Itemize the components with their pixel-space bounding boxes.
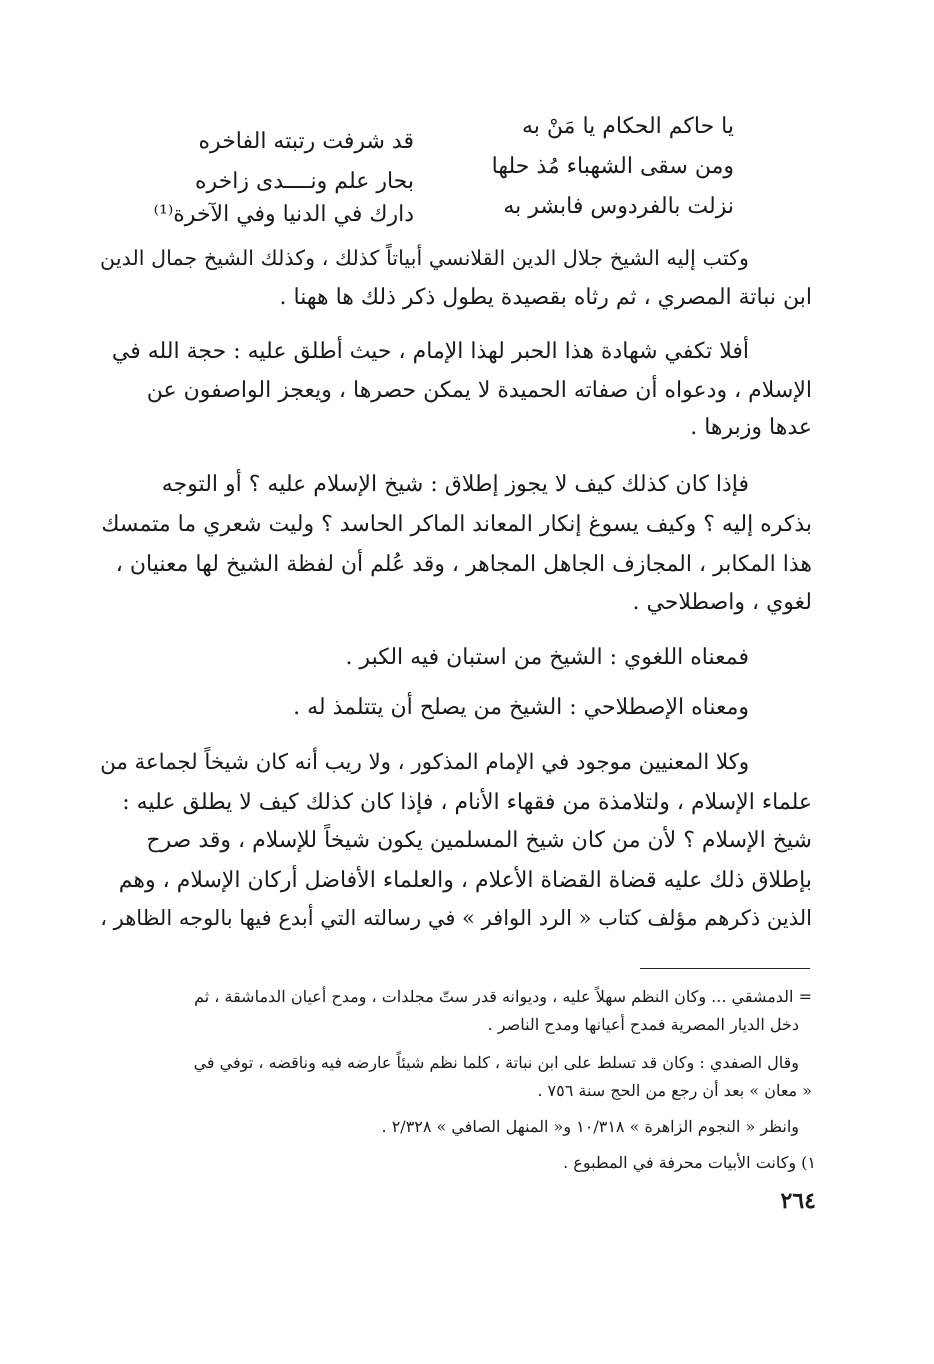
paragraph-6-line-2: علماء الإسلام ، ولتلامذة من فقهاء الأنام ، فإذا كان كذلك كيف لا يطلق عليه : xyxy=(122,790,812,815)
paragraph-5-line-1: ومعناه الإصطلاحي : الشيخ من يصلح أن يتتلمذ له . xyxy=(293,695,749,720)
footnote-separator xyxy=(640,968,810,969)
paragraph-2-line-2: الإسلام ، ودعواه أن صفاته الحميدة لا يمكن حصرها ، ويعجز الواصفون عن xyxy=(146,378,812,403)
paragraph-6-line-3: شيخ الإسلام ؟ لأن من كان شيخ المسلمين يكون شيخاً للإسلام ، وقد صرح xyxy=(146,828,812,853)
verse-2-second-hemistich: بحار علم ونــــدى زاخره xyxy=(195,169,414,194)
paragraph-3-line-3: هذا المكابر ، المجازف الجاهل المجاهر ، وقد عُلم أن لفظة الشيخ لها معنيان ، xyxy=(115,552,812,577)
verse-2-first-hemistich: ومن سقى الشهباء مُذ حلها xyxy=(491,154,734,179)
verse-1-second-hemistich: قد شرفت رتبته الفاخره xyxy=(198,129,414,154)
paragraph-4-line-1: فمعناه اللغوي : الشيخ من استبان فيه الكبر . xyxy=(345,645,749,670)
paragraph-3-line-1: فإذا كان كذلك كيف لا يجوز إطلاق : شيخ الإسلام عليه ؟ أو التوجه xyxy=(161,472,749,497)
footnote-line-5: وانظر « النجوم الزاهرة » ١٠/٣١٨ و« المنهل الصافي » ٢/٣٢٨ . xyxy=(381,1117,799,1136)
paragraph-1-line-1: وكتب إليه الشيخ جلال الدين القلانسي أبياتاً كذلك ، وكذلك الشيخ جمال الدين xyxy=(100,246,749,270)
footnote-line-2: دخل الديار المصرية فمدح أعيانها ومدح الناصر . xyxy=(487,1015,799,1034)
paragraph-6-line-1: وكلا المعنيين موجود في الإمام المذكور ، ولا ريب أنه كان شيخاً لجماعة من xyxy=(100,750,749,775)
paragraph-6-line-4: بإطلاق ذلك عليه قضاة القضاة الأعلام ، والعلماء الأفاضل أركان الإسلام ، وهم xyxy=(118,868,812,893)
footnote-line-3: وقال الصفدي : وكان قد تسلط على ابن نباتة ، كلما نظم شيئاً عارضه فيه وناقضه ، توفي في xyxy=(193,1053,799,1072)
footnote-line-1: = الدمشقي ... وكان النظم سهلاً عليه ، وديوانه قدر ستّ مجلدات ، ومدح أعيان الدماشقة ، ثم xyxy=(194,987,812,1006)
paragraph-2-line-3: عدها وزبرها . xyxy=(690,415,812,440)
verse-3-second-hemistich: دارك في الدنيا وفي الآخرة⁽¹⁾ xyxy=(153,202,414,227)
paragraph-1-line-2: ابن نباتة المصري ، ثم رثاه بقصيدة يطول ذكر ذلك ها ههنا . xyxy=(279,285,812,310)
verse-1-first-hemistich: يا حاكم الحكام يا مَنْ به xyxy=(522,114,734,139)
footnote-line-6: ١) وكانت الأبيات محرفة في المطبوع . xyxy=(563,1153,816,1172)
paragraph-3-line-4: لغوي ، واصطلاحي . xyxy=(632,590,812,615)
page-number: ٢٦٤ xyxy=(780,1188,816,1214)
paragraph-3-line-2: بذكره إليه ؟ وكيف يسوغ إنكار المعاند الماكر الحاسد ؟ وليت شعري ما متمسك xyxy=(101,512,812,537)
paragraph-6-line-5: الذين ذكرهم مؤلف كتاب « الرد الوافر » في رسالته التي أبدع فيها بالوجه الظاهر ، xyxy=(100,905,812,930)
verse-3-first-hemistich: نزلت بالفردوس فابشر به xyxy=(503,194,734,219)
footnote-line-4: « معان » بعد أن رجع من الحج سنة ٧٥٦ . xyxy=(537,1081,812,1100)
paragraph-2-line-1: أفلا تكفي شهادة هذا الحبر لهذا الإمام ، حيث أطلق عليه : حجة الله في xyxy=(111,339,749,364)
